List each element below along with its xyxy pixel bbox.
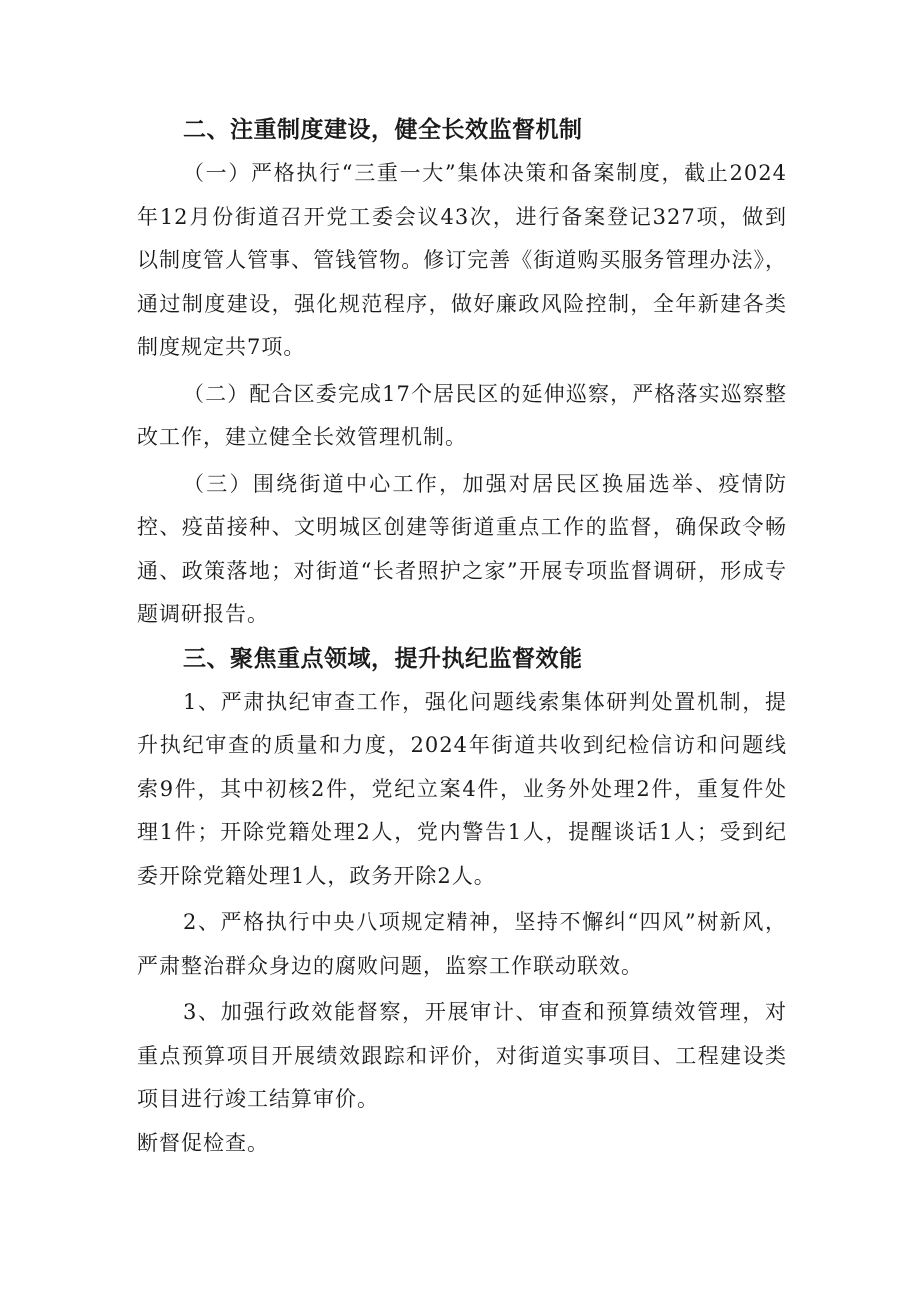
paragraph-2-1: （一）严格执行“三重一大”集体决策和备案制度，截止2024年12月份街道召开党工委会议43次，进行备案登记327项，做到以制度管人管事、管钱管物。修订完善《街道购买服务管理办法》，通过制度建设，强化规范程序，做好廉政风险控制，全年新建各类制度规定共7项。: [137, 161, 787, 359]
paragraph-3-3: 3、加强行政效能督察，开展审计、审查和预算绩效管理，对重点预算项目开展绩效跟踪和评价，对街道实事项目、工程建设类项目进行竣工结算审价。: [137, 1000, 787, 1111]
trailing-text-fragment: 断督促检查。: [137, 1130, 269, 1155]
paragraph-3-1: 1、严肃执纪审查工作，强化问题线索集体研判处置机制，提升执纪审查的质量和力度，2024年街道共收到纪检信访和问题线索9件，其中初核2件，党纪立案4件，业务外处理2件，重复件处理1件；开除党籍处理2人，党内警告1人，提醒谈话1人；受到纪委开除党籍处理1人，政务开除2人。: [137, 689, 787, 888]
paragraph-2-3: （三）围绕街道中心工作，加强对居民区换届选举、疫情防控、疫苗接种、文明城区创建等街道重点工作的监督，确保政令畅通、政策落地；对街道“长者照护之家”开展专项监督调研，形成专题调研报告。: [137, 471, 787, 626]
document-body: [137, 108, 787, 1165]
paragraph-2-2: （二）配合区委完成17个居民区的延伸巡察，严格落实巡察整改工作，建立健全长效管理机制。: [137, 381, 787, 449]
section-heading-3: 三、聚焦重点领域，提升执纪监督效能: [183, 645, 583, 672]
paragraph-3-2: 2、严格执行中央八项规定精神，坚持不懈纠“四风”树新风，严肃整治群众身边的腐败问题，监察工作联动联效。: [137, 910, 787, 978]
section-heading-2: 二、注重制度建设，健全长效监督机制: [183, 117, 583, 143]
